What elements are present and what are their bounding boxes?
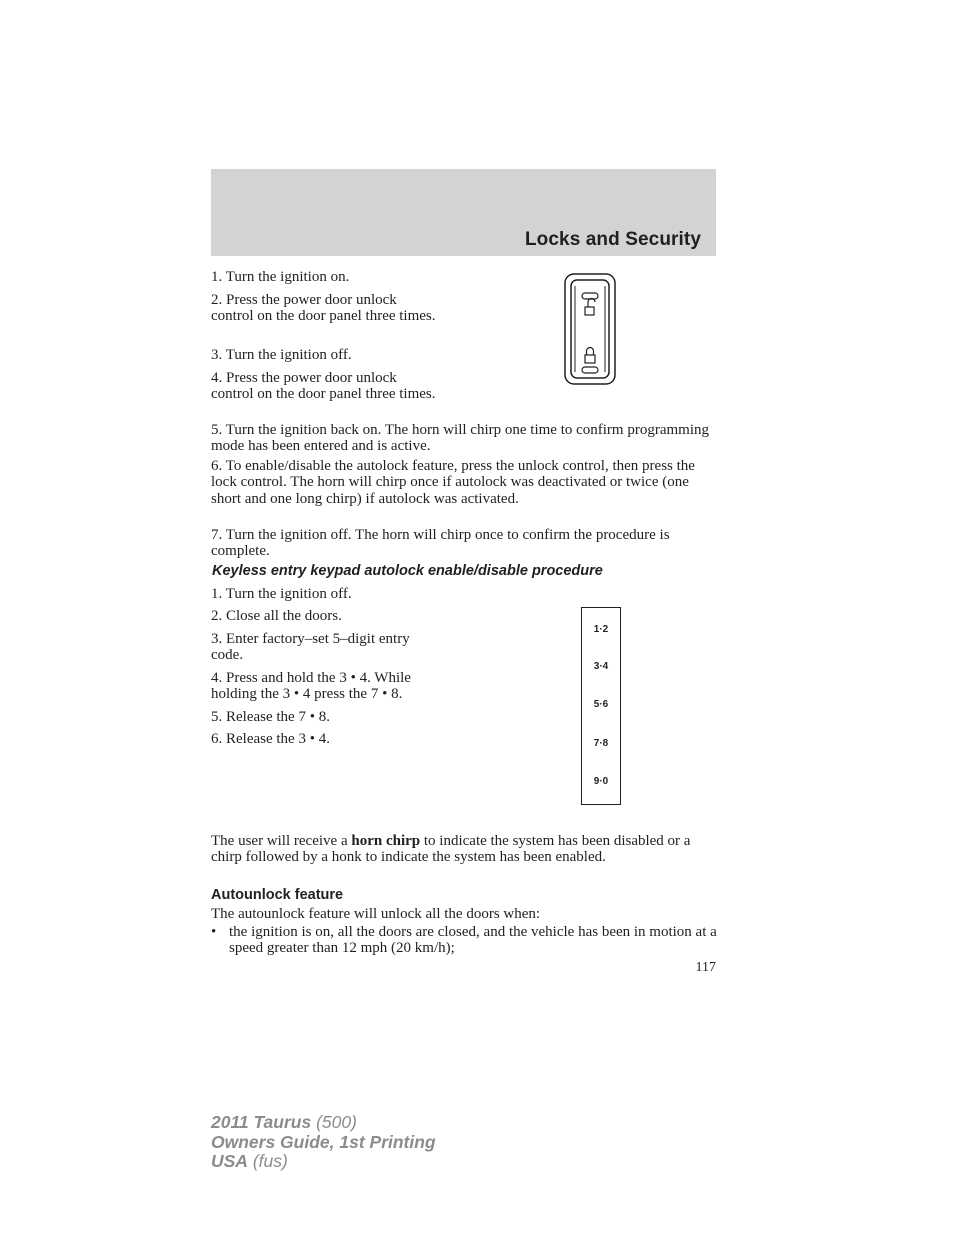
autolock-step-4: 4. Press the power door unlock control on the door panel three times. (211, 370, 436, 403)
keypad-procedure-heading: Keyless entry keypad autolock enable/disable procedure (212, 563, 603, 579)
result-text-pre: The user will receive a (211, 833, 352, 849)
autounlock-bullet-text: the ignition is on, all the doors are closed, and the vehicle has been in motion at a speed greater than 12 mph (20 km/h); (229, 924, 717, 957)
keypad-step-4: 4. Press and hold the 3 • 4. While holding the 3 • 4 press the 7 • 8. (211, 670, 411, 703)
keypad-step-6: 6. Release the 3 • 4. (211, 731, 330, 747)
keyless-entry-keypad-illustration (581, 607, 621, 805)
power-door-lock-switch-illustration (563, 272, 617, 386)
result-text-bold: horn chirp (351, 833, 421, 849)
autolock-step-5: 5. Turn the ignition back on. The horn will chirp one time to confirm programming mode has been entered and is active. (211, 422, 709, 455)
autounlock-heading: Autounlock feature (211, 887, 344, 903)
autolock-step-3: 3. Turn the ignition off. (211, 347, 352, 363)
document-footer (211, 1113, 436, 1172)
autolock-step-2: 2. Press the power door unlock control on the door panel three times. (211, 292, 436, 325)
bullet-dot: • (211, 924, 217, 940)
autolock-step-6: 6. To enable/disable the autolock feature, press the unlock control, then press the lock control. The horn will chirp once if autolock was deactivated or twice (one short and one long chirp) if autolock was activated. (211, 458, 695, 507)
footer-region: USA (211, 1151, 248, 1171)
keypad-step-3: 3. Enter factory–set 5–digit entry code. (211, 631, 410, 664)
keypad-key-7-8: 7·8 (593, 738, 609, 749)
section-title: Locks and Security (524, 229, 701, 250)
keypad-key-9-0: 9·0 (593, 776, 609, 787)
page-number: 117 (695, 960, 716, 975)
keypad-key-5-6: 5·6 (593, 699, 609, 710)
autounlock-intro: The autounlock feature will unlock all the doors when: (211, 906, 541, 922)
footer-model-code: (500) (316, 1112, 357, 1132)
keypad-key-3-4: 3·4 (593, 661, 609, 672)
section-header-band (211, 169, 716, 256)
keypad-step-5: 5. Release the 7 • 8. (211, 709, 330, 725)
keypad-step-2: 2. Close all the doors. (211, 608, 342, 624)
keypad-step-1: 1. Turn the ignition off. (211, 586, 352, 602)
autolock-step-1: 1. Turn the ignition on. (211, 269, 350, 285)
footer-guide: Owners Guide, 1st Printing (211, 1131, 436, 1152)
footer-model: 2011 Taurus (211, 1112, 312, 1132)
result-text-post: to indicate the system has been disabled or a chirp followed by a honk to indicate the system has been enabled. (211, 833, 691, 866)
footer-region-code: (fus) (252, 1151, 288, 1171)
autolock-step-7: 7. Turn the ignition off. The horn will chirp once to confirm the procedure is complete. (211, 527, 670, 560)
keypad-key-1-2: 1·2 (593, 624, 609, 635)
keypad-result-paragraph (211, 833, 711, 866)
